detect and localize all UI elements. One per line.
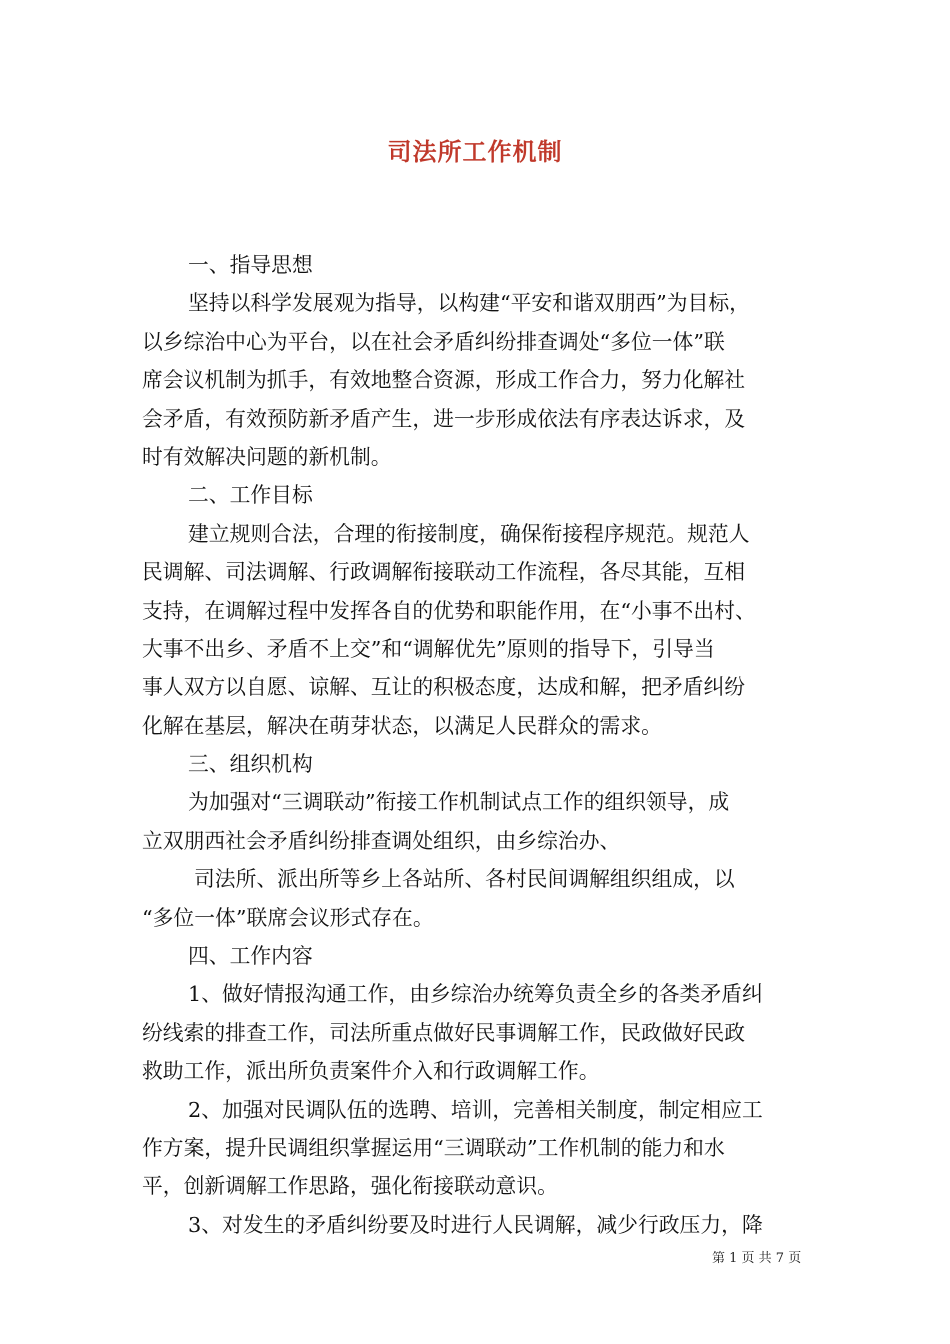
heading-work-content: 四、工作内容 xyxy=(188,944,313,969)
paragraph-line: 民调解、司法调解、行政调解衔接联动工作流程，各尽其能，互相 xyxy=(142,560,746,585)
heading-work-goals: 二、工作目标 xyxy=(188,483,313,508)
paragraph-line: “多位一体”联席会议形式存在。 xyxy=(142,905,434,930)
paragraph-line: 纷线索的排查工作，司法所重点做好民事调解工作，民政做好民政 xyxy=(142,1020,746,1045)
paragraph-line: 救助工作，派出所负责案件介入和行政调解工作。 xyxy=(142,1059,600,1084)
heading-guiding-ideology: 一、指导思想 xyxy=(188,253,313,277)
paragraph-line: 3、对发生的矛盾纠纷要及时进行人民调解，减少行政压力，降 xyxy=(188,1212,763,1237)
paragraph-line: 化解在基层，解决在萌芽状态，以满足人民群众的需求。 xyxy=(142,713,662,738)
paragraph-line: 时有效解决问题的新机制。 xyxy=(142,444,392,469)
heading-organization: 三、组织机构 xyxy=(188,752,313,777)
paragraph-line: 作方案，提升民调组织掌握运用“三调联动”工作机制的能力和水 xyxy=(142,1135,725,1160)
document-title: 司法所工作机制 xyxy=(387,137,563,166)
paragraph-line: 会矛盾，有效预防新矛盾产生，进一步形成依法有序表达诉求，及 xyxy=(142,406,746,431)
paragraph-line: 1、做好情报沟通工作，由乡综治办统筹负责全乡的各类矛盾纠 xyxy=(188,982,763,1007)
paragraph-line: 为加强对“三调联动”衔接工作机制试点工作的组织领导，成 xyxy=(188,790,730,815)
paragraph-line: 大事不出乡、矛盾不上交”和“调解优先”原则的指导下，引导当 xyxy=(142,636,715,661)
page-number-footer: 第 1 页 共 7 页 xyxy=(712,1251,802,1266)
paragraph-line: 支持，在调解过程中发挥各自的优势和职能作用，在“小事不出村、 xyxy=(142,598,756,623)
document-body xyxy=(142,246,812,1244)
paragraph-line: 立双朋西社会矛盾纠纷排查调处组织，由乡综治办、 xyxy=(142,828,621,853)
paragraph-line: 司法所、派出所等乡上各站所、各村民间调解组织组成，以 xyxy=(194,867,735,892)
paragraph-line: 2、加强对民调队伍的选聘、培训，完善相关制度，制定相应工 xyxy=(188,1097,763,1122)
paragraph-line: 以乡综治中心为平台，以在社会矛盾纠纷排查调处“多位一体”联 xyxy=(142,329,725,354)
paragraph-line: 坚持以科学发展观为指导，以构建“平安和谐双朋西”为目标， xyxy=(188,291,750,316)
paragraph-line: 平，创新调解工作思路，强化衔接联动意识。 xyxy=(142,1174,558,1199)
paragraph-line: 席会议机制为抓手，有效地整合资源，形成工作合力，努力化解社 xyxy=(142,368,746,393)
paragraph-line: 建立规则合法，合理的衔接制度，确保衔接程序规范。规范人 xyxy=(188,521,750,546)
paragraph-line: 事人双方以自愿、谅解、互让的积极态度，达成和解，把矛盾纠纷 xyxy=(142,675,746,700)
